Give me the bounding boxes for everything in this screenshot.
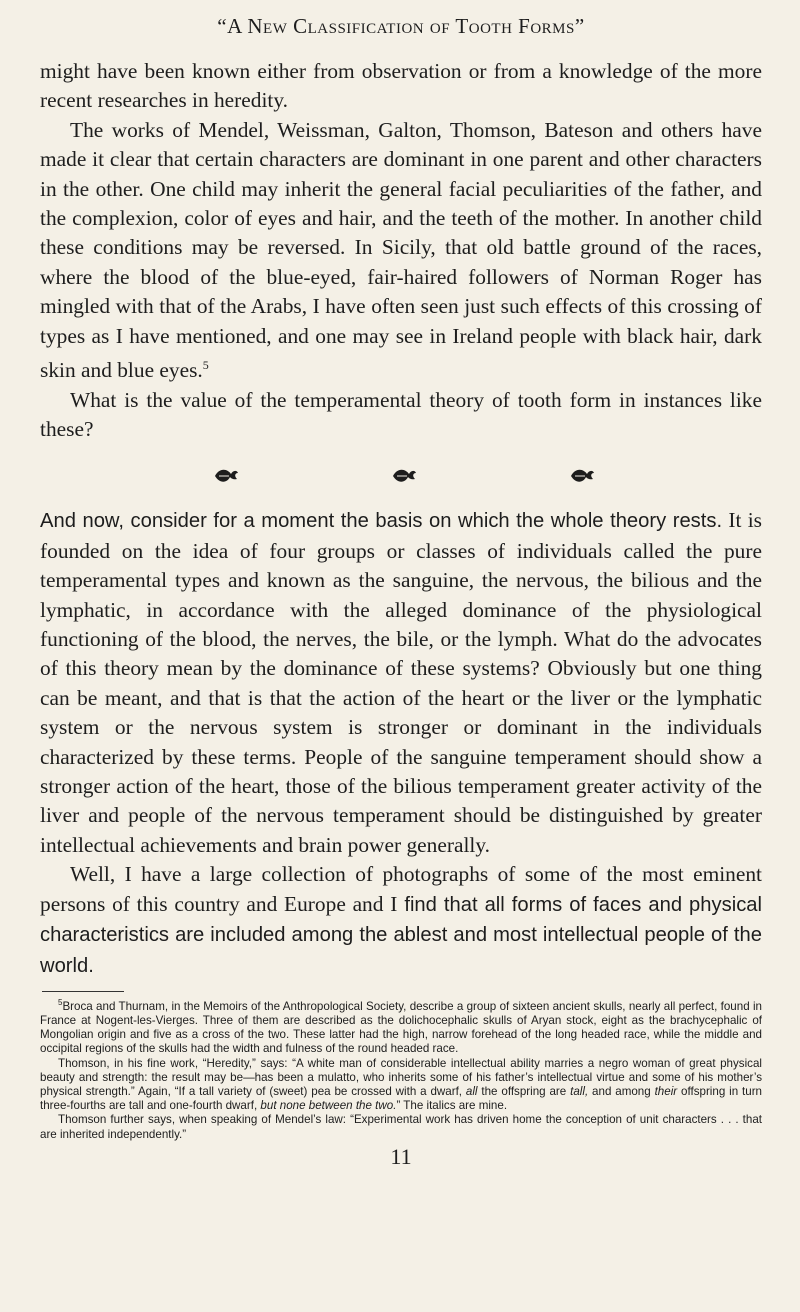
footnote-mark: 5 (58, 997, 63, 1007)
footnote-mendel: Thomson further says, when speaking of Mendel’s law: “Experimental work has driven home the conception of unit characters . . . that are inherited independently.” (40, 1113, 762, 1141)
italic-text: but none between the two. (260, 1099, 397, 1113)
fleuron-icon (391, 466, 417, 486)
paragraph-continuation: might have been known either from observation or from a knowledge of the more recent researches in heredity. (40, 59, 762, 113)
running-head: “A New Classification of Tooth Forms” (217, 14, 585, 38)
footnote-text: offspring in turn three-fourths are tall and one-fourth dwarf, (40, 1084, 762, 1113)
paragraph-heredity-text: The works of Mendel, Weissman, Galton, Thomson, Bateson and others have made it clear that certain characters are dominant in one parent and other characters in the other. One child may inherit the general facial peculiarities of the father, and the complexion, color of eyes and hair, and the teeth of the mother. In another child these conditions may be reversed. In Sicily, that old battle ground of the races, where the blood of the blue-eyed, fair-haired followers of Norman Roger has mingled with that of the Arabs, I have often seen just such effects of this crossing of types as I have mentioned, and one may see in Ireland people with black hair, dark skin and blue eyes. (40, 117, 762, 383)
footnote-reference: 5 (202, 358, 209, 373)
paragraph-lead-sans: And now, consider for a moment the basis on which the whole theory rests. (40, 510, 723, 533)
italic-text: their (654, 1084, 678, 1098)
paragraph-photographs-sans: find that all forms of faces and physical characteristics are included among the ablest and most intellectual people of the world. (40, 893, 762, 977)
book-page (40, 14, 762, 1170)
italic-text: tall, (570, 1084, 589, 1098)
page-number: 11 (390, 1143, 412, 1169)
footnote-text: ” The italics are mine. (396, 1099, 508, 1113)
body-text (40, 57, 762, 981)
footnote-rule (42, 991, 124, 992)
footnote-thomson-text: Thomson, in his fine work, “Heredity,” says: “A white man of considerable intellectual ability marries a negro woman of great physical beauty and strength: the result may be—has been a mulatto, who inherits some of his father’s intellectual virtue and some of his mother’s physical strength.” Again, “If a tall variety of (sweet) pea be crossed with a dwarf, (40, 1056, 762, 1098)
paragraph-question: What is the value of the temperamental theory of tooth form in instances like these? (40, 387, 762, 441)
italic-text: all (465, 1084, 478, 1098)
fleuron-icon (213, 466, 239, 486)
footnotes (40, 996, 762, 1142)
ornament-divider (40, 466, 762, 486)
paragraph-heredity (40, 116, 762, 386)
footnote-text: and among (592, 1084, 651, 1098)
paragraph-photographs-lead: Well, I have a large collection of photographs of some of the most eminent persons of this country and Europe and I (40, 862, 762, 916)
paragraph-photographs (40, 860, 762, 981)
paragraph-theory-basis (40, 506, 762, 860)
footnote-thomson (40, 1057, 762, 1114)
paragraph-theory-text: It is founded on the idea of four groups or classes of individuals called the pure temperamental types and known as the sanguine, the nervous, the bilious and the lymphatic, in accordance with the alleged dominance of the physiological functioning of the blood, the nerves, the bile, or the lymph. What do the advocates of this theory mean by the dominance of these systems? Obviously but one thing can be meant, and that is that the action of the heart or the liver or the lymphatic system or the nervous system is stronger or dominant in the individuals characterized by these terms. People of the sanguine temperament should show a stronger action of the heart, those of the bilious temperament greater activity of the liver and people of the nervous temperament should be distinguished by greater intellectual achievements and brain power generally. (40, 508, 762, 857)
footnote-broca (40, 996, 762, 1057)
footnote-broca-text: Broca and Thurnam, in the Memoirs of the Anthropological Society, describe a group of sixteen ancient skulls, nearly all perfect, found in France at Nogent-les-Vierges. Three of them are described as the dolichocephalic skulls of Aryan stock, eight as the brachycephalic of Mongolian origin and five as a cross of the two. These latter had the high, narrow forehead of the long headed race, while the middle and occipital regions of the skulls had the width and fulness of the round headed race. (40, 999, 762, 1056)
footnote-text: the offspring are (481, 1084, 567, 1098)
fleuron-icon (569, 466, 595, 486)
